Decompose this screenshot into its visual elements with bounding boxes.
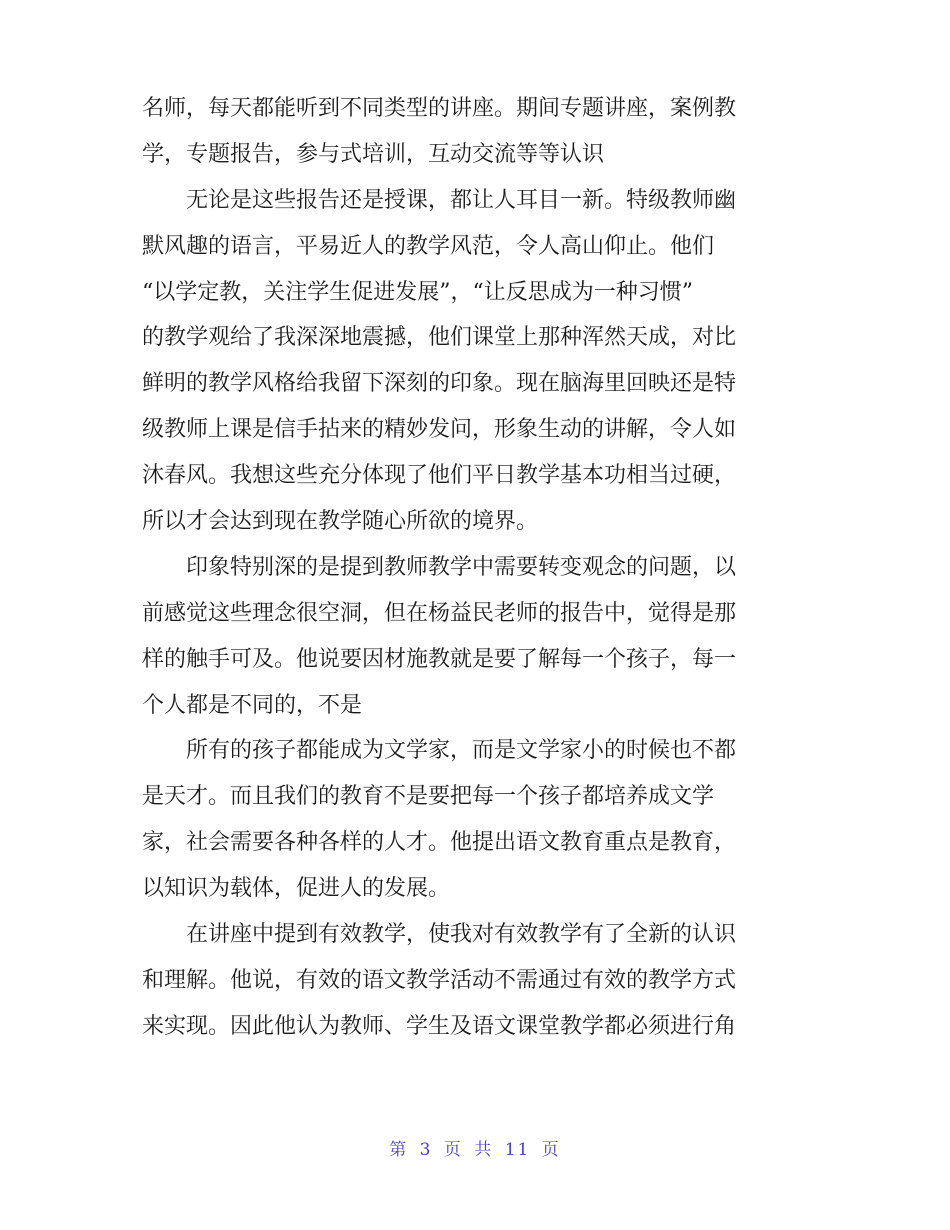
page-number-footer: 第 3 页 共 11 页 [389,1140,561,1160]
text-line: 级教师上课是信手拈来的精妙发问，形象生动的讲解，令人如 [142,417,737,443]
text-line: 所有的孩子都能成为文学家，而是文学家小的时候也不都 [142,738,737,764]
text-line: 沐春风。我想这些充分体现了他们平日教学基本功相当过硬， [142,463,737,489]
document-body [142,86,822,1050]
text-line: 家，社会需要各种各样的人才。他提出语文教育重点是教育， [142,830,737,856]
text-line: 默风趣的语言，平易近人的教学风范，令人高山仰止。他们 [142,233,715,259]
text-line: 无论是这些报告还是授课，都让人耳目一新。特级教师幽 [142,187,737,213]
text-line: 学，专题报告，参与式培训，互动交流等等认识 [142,141,605,167]
text-line: 所以才会达到现在教学随心所欲的境界。 [142,509,539,535]
text-line: 前感觉这些理念很空洞，但在杨益民老师的报告中，觉得是那 [142,600,737,626]
text-line: 的教学观给了我深深地震撼，他们课堂上那种浑然天成，对比 [142,325,737,351]
paragraph-1 [142,86,822,178]
text-line: 名师，每天都能听到不同类型的讲座。期间专题讲座，案例教 [142,96,737,121]
paragraph-2 [142,178,822,545]
text-line: 来实现。因此他认为教师、学生及语文课堂教学都必须进行角 [142,1013,737,1039]
text-line: 以知识为载体，促进人的发展。 [142,876,451,902]
paragraph-5 [142,912,822,1050]
text-line: 鲜明的教学风格给我留下深刻的印象。现在脑海里回映还是特 [142,371,737,397]
text-line: 是天才。而且我们的教育不是要把每一个孩子都培养成文学 [142,784,715,810]
text-line: 在讲座中提到有效教学，使我对有效教学有了全新的认识 [142,922,737,948]
text-line: 和理解。他说，有效的语文教学活动不需通过有效的教学方式 [142,967,737,993]
paragraph-4 [142,728,822,912]
text-line: 样的触手可及。他说要因材施教就是要了解每一个孩子，每一 [142,646,737,672]
text-line: 个人都是不同的，不是 [142,692,363,718]
text-line: “以学定教，关注学生促进发展”，“让反思成为一种习惯” [142,279,693,305]
paragraph-3 [142,545,822,729]
text-line: 印象特别深的是提到教师教学中需要转变观念的问题，以 [142,554,737,580]
